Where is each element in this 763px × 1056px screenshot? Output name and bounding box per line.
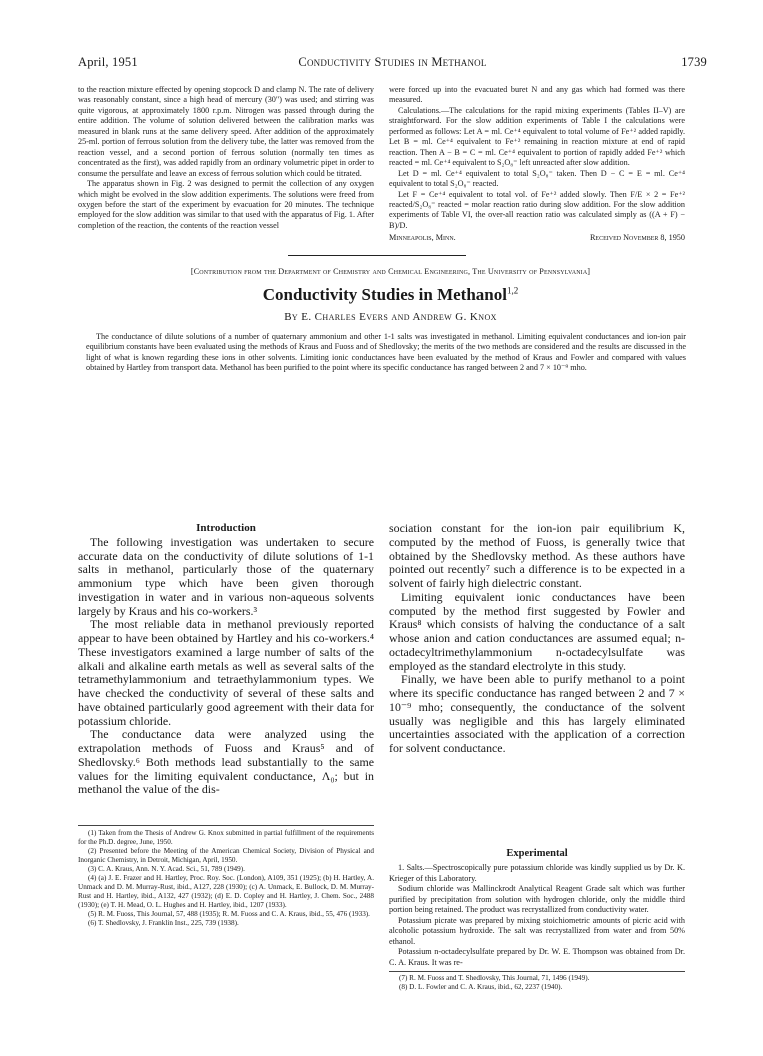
- paragraph: Potassium picrate was prepared by mixing stoichiometric amounts of picric acid with alcoholic potassium hydroxide. The salt was recrystallized from water and from 50% ethanol.: [389, 915, 685, 946]
- paragraph: Limiting equivalent ionic conductances have been computed by the method first suggested by Fowler and Kraus⁸ which consists of halving the conductance of a salt whose anion and cation conductances are assumed equal; n-octadecyltrimethylammonium n-octadecylsulfate was employed as the standard electrolyte in this study.: [389, 589, 685, 673]
- paragraph: Potassium n-octadecylsulfate prepared by Dr. W. E. Thompson was obtained from Dr. C. A. Kraus. It was re-: [389, 947, 685, 967]
- paragraph: The conductance data were analyzed using the extrapolation methods of Fuoss and Kraus⁵ and of Shedlovsky.⁶ Both methods lead substantially to the same values for the limiting equivalent conductance, Λ₀; but in methanol the value of the dis-: [78, 727, 374, 797]
- running-head: [78, 55, 707, 73]
- contribution-line: [Contribution from the Department of Chemistry and Chemical Engineering, The University of Pennsylvania]: [190, 267, 591, 276]
- signoff-place: Minneapolis, Minn.: [389, 233, 456, 243]
- footnotes-left: [78, 825, 374, 929]
- paragraph: Sodium chloride was Mallinckrodt Analytical Reagent Grade salt which was further purified by precipitation from solution with hydrogen chloride, only the middle third portion being retained. The product was recrystallized from conductivity water.: [389, 884, 685, 915]
- paragraph: The apparatus shown in Fig. 2 was designed to permit the collection of any oxygen which might be evolved in the slow addition experiments. The solutions were freed from oxygen before the start of the experiment by evacuation for 20 minutes. The technique employed for the slow addition was similar to that used with the apparatus of Fig. 1. After completion of the reaction, the contents of the reaction vessel: [78, 179, 374, 230]
- abstract-text: The conductance of dilute solutions of a number of quaternary ammonium and other 1-1 salts was investigated in methanol. Limiting equivalent conductances and ion-ion pair equilibrium constants have been evaluated using the methods of Kraus and Fuoss and of Shedlovsky; the merits of the two methods are considered and the results are discussed in the light of what is known regarding these ions in other solvents. Limiting ionic conductances have been evaluated by the method of Kraus and Fowler and compared with values obtained by Hartley from transport data. Methanol has been purified to the point where its specific conductance has ranged between 2 and 7 × 10⁻⁹ mho.: [86, 332, 686, 372]
- paragraph: to the reaction mixture effected by opening stopcock D and clamp N. The rate of delivery was reasonably constant, since a high head of mercury (30") was used; and stirring was quite vigorous, at approximately 1800 r.p.m. Nitrogen was passed through during the entire addition. The volume of solution delivered between the calibration marks was measured in blank runs at the same delivery speed. After addition of the approximately 25-ml. portion of ferrous solution from the delivery tube, the latter was removed from the reaction vessel, and a second portion of ferrous solution (normally ten times as concentrated as the first), was added rapidly from an ordinary volumetric pipet in order to consume the persulfate and leave an excess of ferrous solution which could be titrated.: [78, 85, 374, 178]
- footnote: (5) R. M. Fuoss, This Journal, 57, 488 (1935); R. M. Fuoss and C. A. Kraus, ibid., 55, 476 (1933).: [88, 910, 370, 919]
- paragraph: 1. Salts.—Spectroscopically pure potassium chloride was kindly supplied us by Dr. K. Krieger of this Laboratory.: [389, 863, 685, 883]
- paragraph: Calculations.—The calculations for the rapid mixing experiments (Tables II–V) are straightforward. For the slow addition experiments of Table I the calculations were performed as follows: Let A = ml. Ce⁺⁴ equivalent to total volume of Fe⁺² added rapidly. Let B = ml. Ce⁺⁴ equivalent to Fe⁺² remaining in reaction mixture at end of rapid reaction. Then A − B = C = ml. Ce⁺⁴ equivalent to portion of rapidly added Fe⁺² which reacted = ml. Ce⁺⁴ equivalent to S₂O₈⁼ left unreacted after slow addition.: [389, 105, 685, 168]
- paragraph: Let F = Ce⁺⁴ equivalent to total vol. of Fe⁺² added slowly. Then F/E × 2 = Fe⁺² reacted/S₂O₈⁼ reacted = molar reaction ratio during slow addition. For the slow addition experiments of Table VI, the over-all reaction ratio was calculated simply as ((A + F) − B)/D.: [389, 189, 685, 230]
- running-title: Conductivity Studies in Methanol: [298, 55, 487, 69]
- paragraph: The following investigation was undertaken to secure accurate data on the conductivity of dilute solutions of 1-1 salts in methanol, particularly those of the quaternary ammonium type which have been given thorough investigation in water and in various non-aqueous solvents largely by Kraus and his co-workers.³: [78, 534, 374, 618]
- footnote-rule: [78, 825, 374, 826]
- footnote: (2) Presented before the Meeting of the American Chemical Society, Division of Physical and Inorganic Chemistry, in Detroit, Michigan, April, 1950.: [78, 847, 374, 865]
- intro-right-column: [389, 522, 685, 756]
- footnote: (8) D. L. Fowler and C. A. Kraus, ibid., 62, 2237 (1940).: [399, 983, 563, 992]
- footnote: (3) C. A. Kraus, Ann. N. Y. Acad. Sci., 51, 789 (1949).: [88, 865, 245, 874]
- article-title-text: Conductivity Studies in Methanol: [262, 285, 507, 304]
- article-title: [78, 285, 703, 305]
- page-number: 1739: [681, 55, 707, 69]
- paragraph: Let D = ml. Ce⁺⁴ equivalent to total S₂O₈⁼ taken. Then D − C = E = ml. Ce⁺⁴ equivalent to total S₂O₈⁼ reacted.: [389, 168, 685, 189]
- footnote: (4) (a) J. E. Frazer and H. Hartley, Proc. Roy. Soc. (London), A109, 351 (1925); (b) H. Hartley, A. Unmack and D. M. Murray-Rust, ibid., A127, 228 (1930); (c) A. Unmack, E. Bullock, D. M. Murray-Rust and H. Hartley, ibid., A132, 427 (1932); (d) E. D. Copley and H. Hartley, J. Chem. Soc., 2488 (1930); (e) T. H. Mead, O. L. Hughes and H. Hartley, ibid., 1207 (1933).: [78, 874, 374, 910]
- footnote: (1) Taken from the Thesis of Andrew G. Knox submitted in partial fulfillment of the requirements for the Ph.D. degree, June, 1950.: [78, 829, 374, 847]
- title-footnote-mark: 1,2: [506, 285, 519, 296]
- intro-left-column: [78, 522, 374, 797]
- signoff-received: Received November 8, 1950: [589, 233, 685, 243]
- experimental-heading: Experimental: [506, 848, 568, 859]
- prev-article-right-column: [389, 85, 685, 244]
- paragraph: sociation constant for the ion-ion pair equilibrium K, computed by the method of Fuoss, is generally twice that obtained by the Shedlovsky method. As these authors have pointed out recently⁷ such a difference is to be expected in a solvent of fairly high dielectric constant.: [389, 521, 685, 590]
- byline: By E. Charles Evers and Andrew G. Knox: [284, 311, 497, 323]
- paragraph: The most reliable data in methanol previously reported appear to have been obtained by Hartley and his co-workers.⁴ These investigators examined a large number of salts of the alkali and alkaline earth metals as well as several salts of the tetramethylammonium and tetraethylammonium types. We have checked the conductivity of several of these salts and have obtained particularly good agreement with their data for potassium chloride.: [78, 617, 374, 728]
- signoff: [389, 233, 685, 243]
- article-divider: [288, 255, 466, 256]
- footnote: (6) T. Shedlovsky, J. Franklin Inst., 225, 739 (1938).: [88, 919, 239, 928]
- abstract: [86, 332, 686, 373]
- footnote: (7) R. M. Fuoss and T. Shedlovsky, This Journal, 71, 1496 (1949).: [399, 973, 590, 982]
- paragraph: Finally, we have been able to purify methanol to a point where its specific conductance has ranged between 2 and 7 × 10⁻⁹ mho; consequently, the conductance of the solvent usually was negligible and this has largely eliminated uncertainties associated with the application of a correction for solvent conductance.: [389, 672, 685, 755]
- prev-article-left-column: [78, 85, 374, 231]
- issue-date: April, 1951: [78, 55, 138, 69]
- paragraph: were forced up into the evacuated buret N and any gas which had formed was there measured.: [389, 85, 685, 105]
- footnotes-right: [389, 971, 685, 992]
- experimental-section: [389, 843, 685, 992]
- introduction-heading: Introduction: [196, 522, 256, 534]
- footnote-rule: [389, 971, 685, 972]
